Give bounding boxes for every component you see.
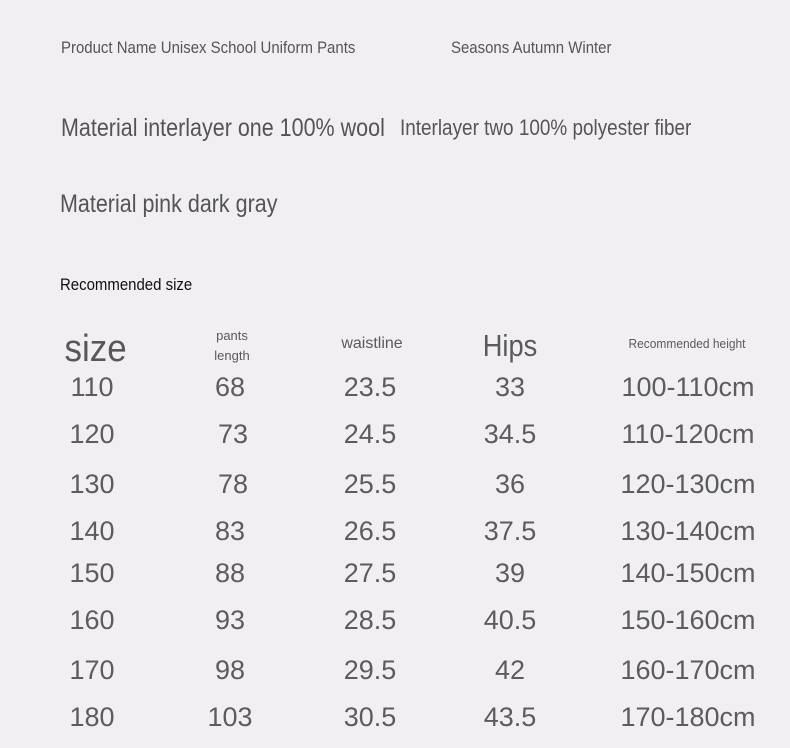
pants-length-cell: 78 [217,469,249,499]
waistline-cell: 28.5 [343,605,397,635]
material-color: Material pink dark gray [60,190,278,218]
seasons: Seasons Autumn Winter [451,38,612,57]
height-cell: 110-120cm [621,419,755,449]
recommended-size-heading: Recommended size [60,275,193,294]
pants-length-cell: 73 [217,419,249,449]
hips-cell: 43.5 [483,702,537,732]
header-hips: Hips [482,328,538,363]
waistline-cell: 26.5 [343,516,397,546]
height-cell: 170-180cm [620,702,756,732]
waistline-cell: 30.5 [343,702,397,732]
size-cell: 150 [69,558,115,588]
waistline-cell: 27.5 [343,558,397,588]
pants-length-cell: 68 [214,372,246,402]
hips-cell: 37.5 [483,516,537,546]
material-layer-one: Material interlayer one 100% wool [61,114,385,142]
height-cell: 160-170cm [620,655,756,685]
header-waistline: waistline [341,335,403,352]
hips-cell: 39 [494,558,526,588]
pants-length-cell: 83 [214,516,246,546]
size-cell: 170 [69,655,115,685]
size-cell: 120 [69,419,115,449]
hips-cell: 40.5 [483,605,537,635]
size-cell: 130 [69,469,115,499]
height-cell: 130-140cm [620,516,756,546]
product-name: Product Name Unisex School Uniform Pants [61,38,356,57]
hips-cell: 36 [494,469,526,499]
waistline-cell: 29.5 [343,655,397,685]
size-cell: 160 [69,605,115,635]
header-size: size [64,328,127,370]
hips-cell: 42 [494,655,526,685]
pants-length-cell: 88 [214,558,246,588]
height-cell: 140-150cm [620,558,756,588]
size-cell: 140 [69,516,115,546]
size-cell: 180 [69,702,115,732]
hips-cell: 33 [494,372,526,402]
material-layer-two: Interlayer two 100% polyester fiber [400,115,692,140]
header-pants-length: pants length [214,328,250,363]
pants-length-cell: 103 [207,702,253,732]
header-recommended-height: Recommended height [628,336,746,351]
size-cell: 110 [70,372,114,402]
waistline-cell: 25.5 [343,469,397,499]
hips-cell: 34.5 [483,419,537,449]
height-cell: 120-130cm [620,469,756,499]
height-cell: 100-110cm [621,372,755,402]
waistline-cell: 23.5 [343,372,397,402]
pants-length-cell: 98 [214,655,246,685]
waistline-cell: 24.5 [343,419,397,449]
pants-length-cell: 93 [214,605,246,635]
height-cell: 150-160cm [620,605,756,635]
